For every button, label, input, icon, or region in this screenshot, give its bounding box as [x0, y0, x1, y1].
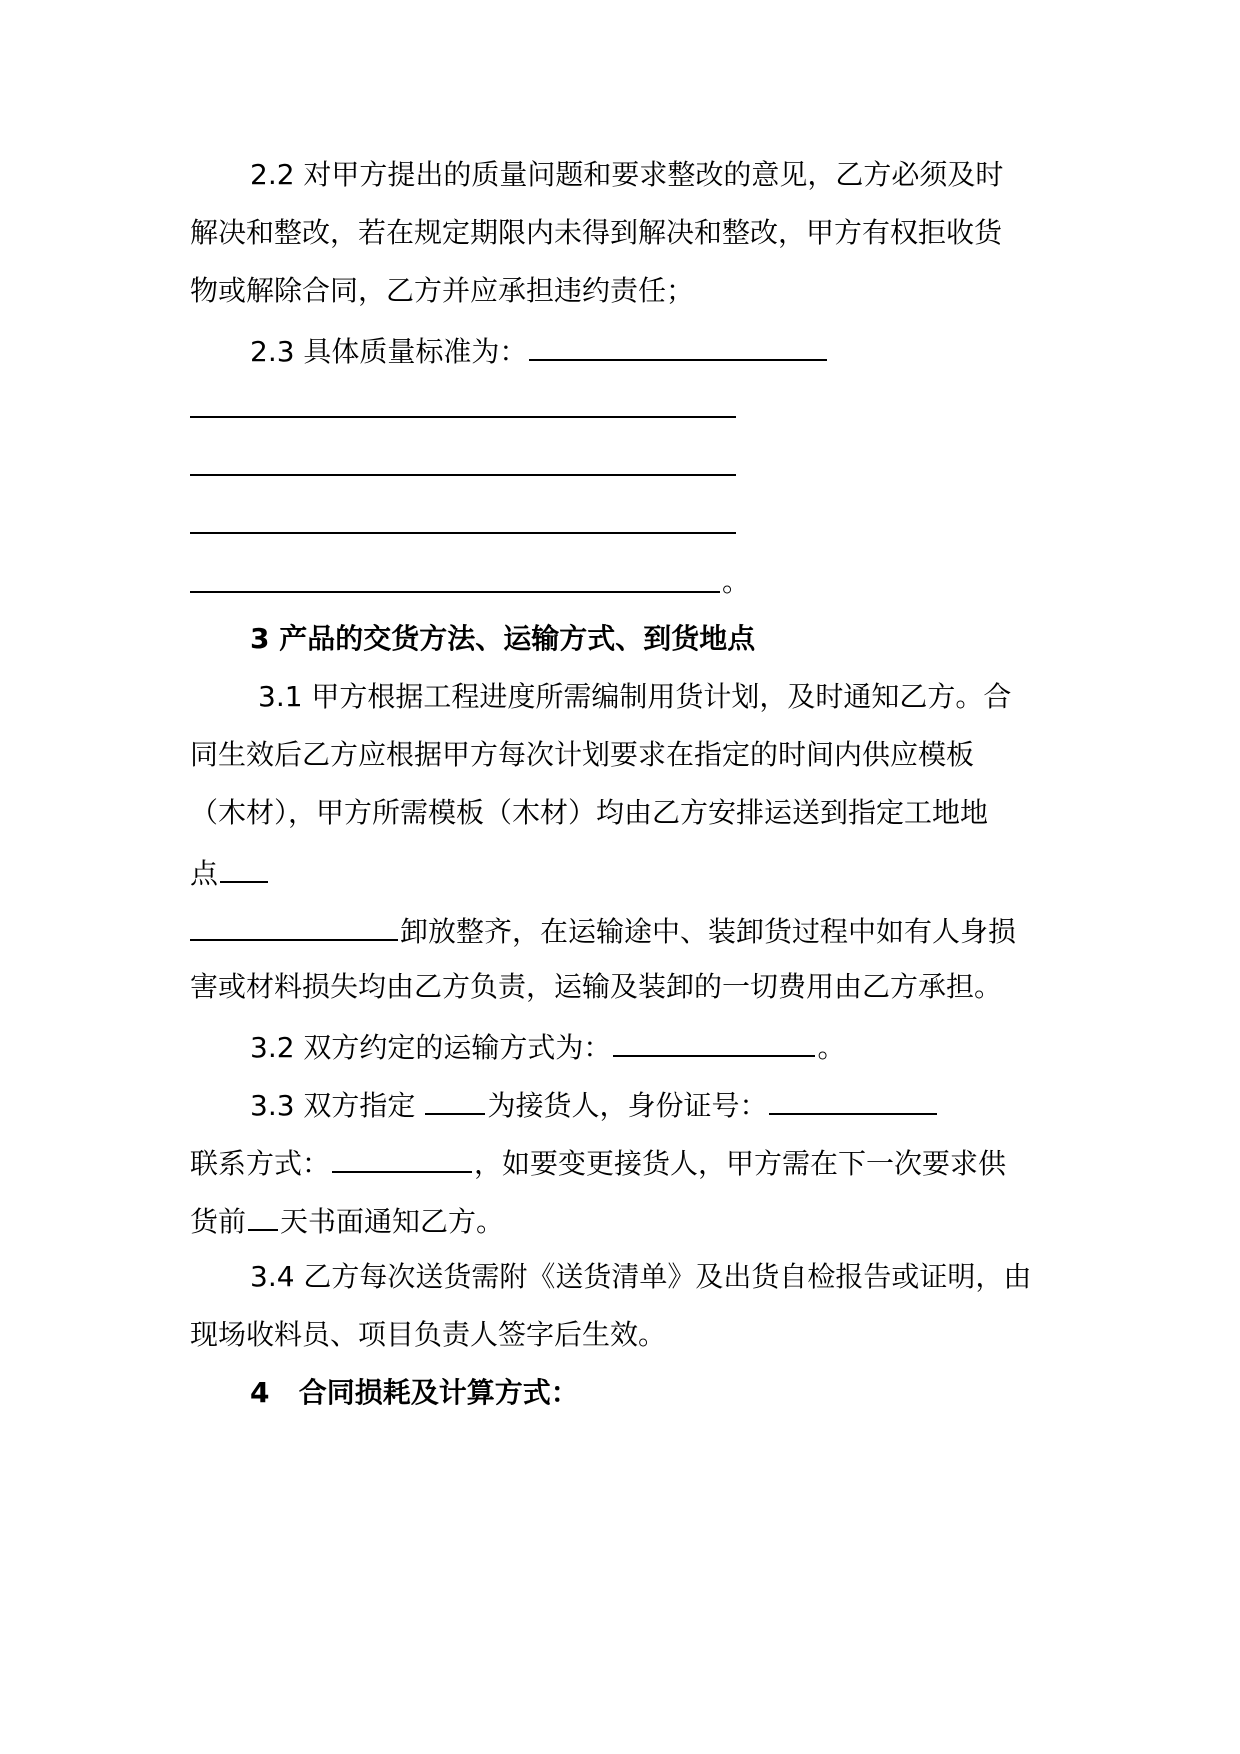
clause-3-3-line-1	[250, 1083, 939, 1123]
clause-3-3-receiver-text: 为接货人，身份证号：	[487, 1089, 768, 1122]
clause-3-4-line-2: 现场收料员、项目负责人签字后生效。	[190, 1318, 667, 1351]
quality-standard-blank-line-1[interactable]	[190, 416, 736, 418]
clause-2-3-label: 2.3 具体质量标准为：	[250, 335, 528, 368]
clause-3-1-line-4	[190, 851, 270, 891]
receiver-name-blank[interactable]	[425, 1083, 485, 1115]
clause-3-3-change-text: ，如要变更接货人，甲方需在下一次要求供	[474, 1147, 1007, 1180]
quality-standard-blank-line-4[interactable]	[190, 591, 720, 593]
clause-3-1-line-1: 3.1 甲方根据工程进度所需编制用货计划，及时通知乙方。合	[258, 680, 1012, 713]
clause-3-3-line-3	[190, 1199, 504, 1239]
clause-2-2-line-1: 2.2 对甲方提出的质量问题和要求整改的意见，乙方必须及时	[250, 158, 1004, 191]
clause-2-3	[250, 329, 829, 369]
quality-standard-blank[interactable]	[529, 329, 827, 361]
clause-3-3-label: 3.3 双方指定	[250, 1089, 416, 1122]
clause-2-2-line-3: 物或解除合同，乙方并应承担违约责任；	[190, 274, 695, 307]
clause-3-3-before-text: 货前	[190, 1205, 247, 1238]
clause-3-3-notice-text: 天书面通知乙方。	[280, 1205, 505, 1238]
section-4-heading: 4 合同损耗及计算方式：	[250, 1376, 579, 1409]
quality-standard-blank-line-3[interactable]	[190, 532, 736, 534]
clause-3-2	[250, 1025, 845, 1065]
clause-3-1-line-5-text: 卸放整齐，在运输途中、装卸货过程中如有人身损	[400, 915, 1017, 948]
delivery-site-blank[interactable]	[190, 909, 398, 941]
contact-label: 联系方式：	[190, 1147, 331, 1180]
quality-standard-blank-line-2[interactable]	[190, 474, 736, 476]
quality-standard-period: 。	[722, 565, 751, 598]
days-blank[interactable]	[248, 1199, 278, 1231]
section-3-heading: 3 产品的交货方法、运输方式、到货地点	[250, 622, 756, 655]
clause-3-4-line-1: 3.4 乙方每次送货需附《送货清单》及出货自检报告或证明，由	[250, 1260, 1032, 1293]
id-number-blank[interactable]	[769, 1083, 937, 1115]
clause-3-1-line-5	[190, 909, 1016, 949]
clause-3-3-line-2	[190, 1141, 1006, 1181]
delivery-site-blank-short[interactable]	[220, 851, 268, 883]
clause-3-1-point-label: 点	[190, 857, 219, 890]
clause-2-2-line-2: 解决和整改，若在规定期限内未得到解决和整改，甲方有权拒收货	[190, 216, 1003, 249]
transport-method-blank[interactable]	[613, 1025, 815, 1057]
clause-3-1-line-3: （木材），甲方所需模板（木材）均由乙方安排运送到指定工地地	[190, 796, 989, 829]
clause-3-1-line-6: 害或材料损失均由乙方负责，运输及装卸的一切费用由乙方承担。	[190, 970, 1003, 1003]
clause-3-2-label: 3.2 双方约定的运输方式为：	[250, 1031, 612, 1064]
contact-blank[interactable]	[332, 1141, 472, 1173]
clause-3-1-line-2: 同生效后乙方应根据甲方每次计划要求在指定的时间内供应模板	[190, 738, 975, 771]
clause-3-2-period: 。	[817, 1031, 846, 1064]
